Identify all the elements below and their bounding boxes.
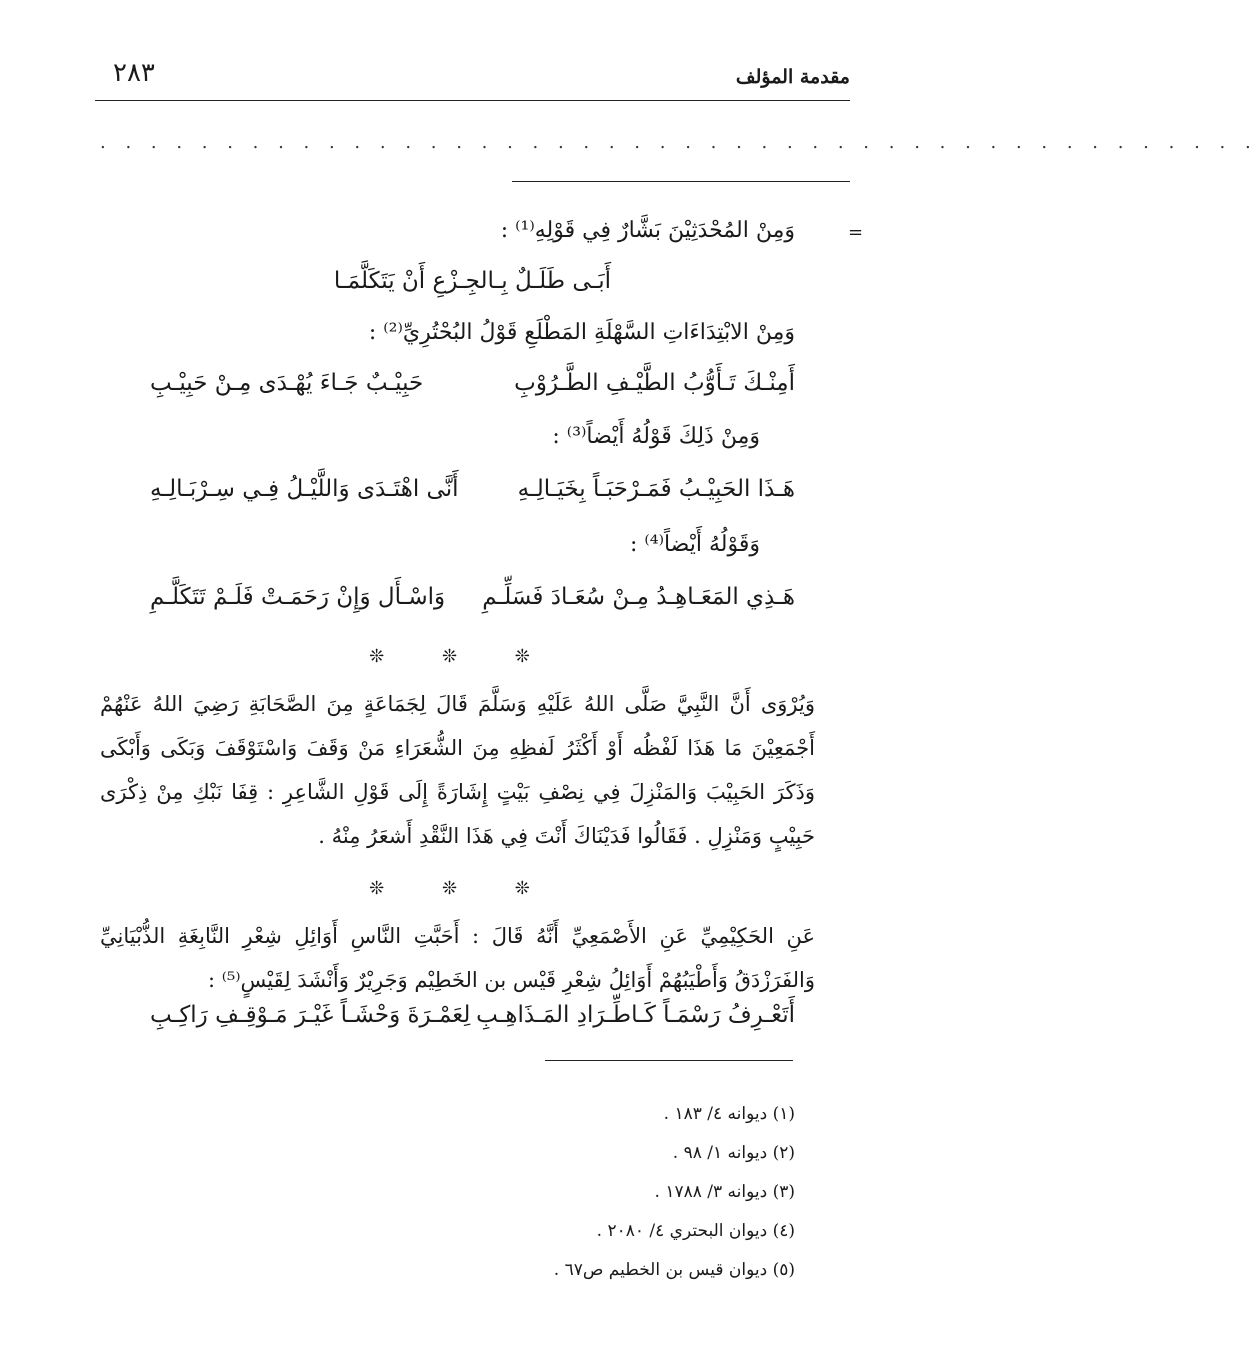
section-rule — [512, 181, 850, 182]
header-rule — [95, 100, 850, 101]
section-separator-1: ❊ ❊ ❊ — [369, 646, 556, 667]
running-title: مقدمة المؤلف — [735, 66, 850, 88]
page-header — [95, 58, 850, 98]
verse-2 — [150, 370, 795, 406]
page-number: ٢٨٣ — [113, 58, 155, 88]
verse-4-second-hemistich: وَاسْـأَل وَإِنْ رَحَمَـتْ فَلَـمْ تَتَكَلَّـمِ — [150, 584, 446, 610]
body-line-4: وَقَوْلُهُ أَيْضاً⁽⁴⁾ : — [629, 532, 760, 557]
verse-3-first-hemistich: هَـذَا الحَبِيْـبُ فَمَـرْحَبَـاً بِخَيَـالِـهِ — [517, 476, 795, 502]
ellipsis-row: . . . . . . . . . . . . . . . . . . . . . . . . . . . . . . . . . . . . . . . . . . . . . . — [100, 132, 1258, 153]
verse-4 — [150, 584, 795, 620]
footnote-5: (٥) ديوان قيس بن الخطيم ص٦٧ . — [553, 1260, 795, 1280]
footnote-3: (٣) ديوانه ٣/ ١٧٨٨ . — [654, 1182, 795, 1202]
footnote-rule — [545, 1060, 793, 1061]
verse-3-second-hemistich: أَنَّى اهْتَـدَى وَاللَّيْـلُ فِـي سِـرْبَـالِـهِ — [150, 476, 459, 502]
verse-5-first-hemistich: أَتَعْـرِفُ رَسْمَـاً كَـاطِّـرَادِ المَـذَاهِـبِ — [476, 1002, 795, 1028]
paragraph-2: عَنِ الحَكِيْمِيِّ عَنِ الأَصْمَعِيِّ أَنَّهُ قَالَ : أَحَبَّتِ النَّاسِ أَوَائِلِ شِعْرِ النَّابِغَةِ الذُّبْيَانِيِّ وَالفَرَزْدَقُ وَأَطْيَبُهُمْ أَوَائِلُ شِعْرِ قَيْس بن الخَطِيْم وَجَرِيْرٌ وَأَنْشَدَ لِقَيْسٍ⁽⁵⁾ : — [100, 924, 815, 992]
body-line-1: وَمِنْ المُحْدَثِيْنَ بَشَّارٌ فِي قَوْلِهِ⁽¹⁾ : — [500, 218, 795, 243]
footnote-2: (٢) ديوانه ١/ ٩٨ . — [672, 1143, 795, 1163]
footnote-4: (٤) ديوان البحتري ٤/ ٢٠٨٠ . — [596, 1221, 795, 1241]
verse-3 — [150, 476, 795, 512]
verse-5-second-hemistich: لِعَمْـرَةَ وَحْشَـاً غَيْـرَ مَـوْقِـفِ رَاكِـبِ — [150, 1002, 471, 1028]
paragraph-1: وَيُرْوَى أَنَّ النَّبِيَّ صَلَّى اللهُ عَلَيْهِ وَسَلَّمَ قَالَ لِجَمَاعَةٍ مِنَ الصَّحَابَةِ رَضِيَ اللهُ عَنْهُمْ أَجْمَعِيْنَ مَا هَذَا لَفْظُه أَوْ أَكْثَرُ لَفظِهِ مِنَ الشُّعَرَاءِ مَنْ وَقَفَ وَاسْتَوْقَفَ وَبَكَى وَأَبْكَى وَذَكَرَ الحَبِيْبَ وَالمَنْزِلَ فِي نِصْفِ بَيْتٍ إِشَارَةً إِلَى قَوْلِ الشَّاعِرِ : قِفَا نَبْكِ مِنْ ذِكْرَى حَبِيْبٍ وَمَنْزِلِ . فَقَالُوا فَدَيْنَاكَ أَنْتَ فِي هَذَا النَّقْدِ أَشعَرُ مِنْهُ . — [100, 692, 815, 848]
body-line-3: وَمِنْ ذَلِكَ قَوْلُهُ أَيْضاً⁽³⁾ : — [552, 424, 760, 449]
footnotes — [554, 1104, 795, 1299]
verse-5 — [150, 1002, 795, 1038]
verse-1: أَبَـى طَلَـلٌ بِـالجِـزْعِ أَنْ يَتَكَلَّمَـا — [333, 268, 612, 294]
body-line-2: وَمِنْ الابْتِدَاءَاتِ السَّهْلَةِ المَطْلَعِ قَوْلُ البُحْتُرِيِّ⁽²⁾ : — [368, 320, 795, 345]
verse-2-first-hemistich: أَمِنْـكَ تَـأَوُّبُ الطَّيْـفِ الطَّـرُوْبِ — [514, 370, 795, 396]
footnote-1: (١) ديوانه ٤/ ١٨٣ . — [663, 1104, 795, 1124]
section-separator-2: ❊ ❊ ❊ — [369, 878, 556, 899]
continuation-mark: = — [848, 222, 864, 243]
verse-4-first-hemistich: هَـذِي المَعَـاهِـدُ مِـنْ سُعَـادَ فَسَلِّـمِ — [482, 584, 795, 610]
verse-2-second-hemistich: حَبِيْـبٌ جَـاءَ يُهْـدَى مِـنْ حَبِيْـبِ — [150, 370, 424, 396]
